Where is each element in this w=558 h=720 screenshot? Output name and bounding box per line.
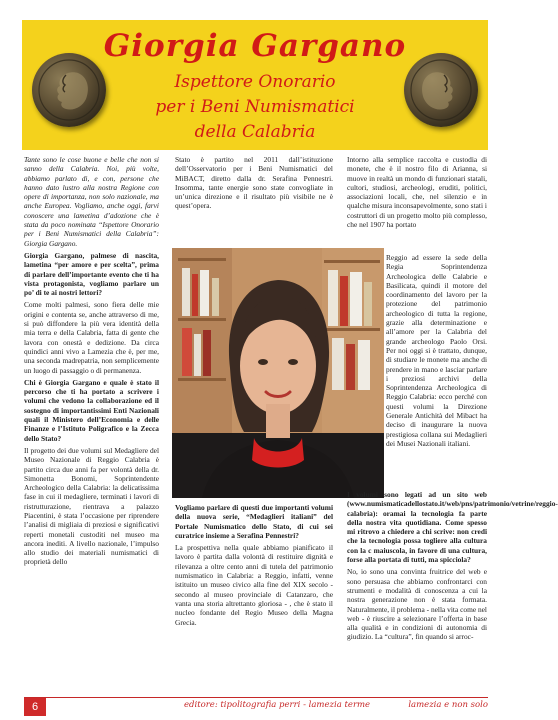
interview-answer: Il progetto dei due volumi sul Medagliere del Museo Nazionale di Reggio Calabria è partito circa due anni fa per volontà della dr. Simonetta Bonomi, Soprintendente Archeologico della Calabria: la delicatissima fase in cui il medagliere, terminati i lavori di ristrutturazione, rientrava a palazzo Piacentini, è stata l’occasione per riprendere l’analisi di migliaia di preziosi e significativi reperti monetali custoditi nel museo ma ancora inediti. A livello nazionale, l’impulso allo studio dei materiali numismatici di proprietà dello bbox=[24, 445, 159, 567]
interview-answer: La prospettiva nella quale abbiamo pianificato il lavoro è partita dalla volontà di restituire dignità e rilevanza a oltre cento anni di tutela del patrimonio numismatico in Calabria: a Reggio, infatti, venne istituito un museo civico alla fine del XIX secolo - secondo al museo provinciale di Catanzaro, che vanta una storia altrettanto gloriosa - , che è stato il nucleo fondante del Regio Museo della Magna Grecia. bbox=[175, 543, 333, 627]
article-subtitle: della Calabria bbox=[194, 122, 316, 142]
interview-answer: No, io sono una convinta fruitrice del web e sono persuasa che abbiamo confrontarci con strumenti e modalità di conoscenza a cui la nostra generazione non è stata formata. Naturalmente, il problema - nella vita come nel web - è riuscire a selezionare l’offerta in base alla qualità e in condizioni di autonomia di giudizio. La “cultura”, fin quando si arroc- bbox=[347, 567, 487, 642]
article-title: Giorgia Gargano bbox=[103, 28, 407, 64]
interview-question: Giorgia Gargano, palmese di nascita, lametina “per amore e per scelta”, prima di parlare dell’importante evento che ti ha vista protagonista, vogliamo parlare un po’ di te ai nostri lettori? bbox=[24, 250, 159, 298]
intro-paragraph: Tante sono le cose buone e belle che non si sanno della Calabria. Noi, più volte, abbiamo parlato di, e con, persone che hanno dato lustro alla nostra Regione con opere di importanza, non solo nazionale, ma anche Europea. Vogliamo, anche oggi, farvi conoscere una lametina d’adozione che è stata da poco nominata “Ispettore Onorario per i Beni Numismatici della Calabria”: Giorgia Gargano. bbox=[24, 155, 159, 248]
page-number: 6 bbox=[24, 698, 46, 716]
portrait-photo bbox=[172, 248, 384, 498]
article-column-3-top bbox=[347, 155, 487, 232]
interview-question: Vogliamo parlare di questi due importanti volumi della nuova serie, “Medaglieri italiani” del Portale Numismatico dello Stato, di cui sei curatrice insieme a Serafina Pennestri? bbox=[175, 503, 333, 540]
article-column-1 bbox=[24, 155, 159, 570]
interview-answer: Intorno alla semplice raccolta e custodia di monete, che è il nostro filo di Arianna, si muove in realtà un mondo di funzionari statali, cultori, studiosi, archeologi, eruditi, politici, associazioni locali, che, nel silenzio e in qualche misura inconsapevolmente, sono stati i costruttori di un progetto molto più complesso, che nel 1907 ha portato bbox=[347, 155, 487, 230]
publisher-credit: editore: tipolitografia perri - lamezia terme bbox=[184, 700, 371, 710]
article-subtitle: Ispettore Onorario bbox=[174, 72, 336, 92]
article-subtitle: per i Beni Numismatici bbox=[155, 97, 355, 117]
article-column-2-bottom bbox=[175, 503, 333, 630]
article-column-2-top bbox=[175, 155, 333, 214]
interview-answer: Come molti palmesi, sono fiera delle mie origini e contenta se, anche attraverso di me, si può diffondere la più vera identità della mia terra e della Calabria, fatta di gente che lavora con onestà e dedizione. Da circa quindici anni vivo a Lamezia che è, per me, una seconda madrepatria, non semplicemente un luogo di passaggio o di permanenza. bbox=[24, 300, 159, 375]
interview-question: I volumi sono legati ad un sito web (www.numismaticadellostato.it/web/pns/patrimonio/vetrine/reggio-calabria): oramai la tecnologia fa parte della nostra vita quotidiana. Come spesso mi ritrovo a chiedere a chi scrive: non credi che la tecnologia possa togliere alla cultura con la c maiuscola, in favore di una cultura, forse alla portata di tutti, ma spicciola? bbox=[347, 490, 558, 565]
interview-answer: Stato è partito nel 2011 dall’istituzione dell’Osservatorio per i Beni Numismatici del MiBACT, diretto dalla dr. Serafina Pennestri. Insomma, tante energie sono state convogliate in un’unica direzione e il risultato più visibile ne è quest’opera. bbox=[175, 155, 333, 211]
interview-answer: Reggio ad essere la sede della Regia Soprintendenza Archeologica delle Calabrie e Basilicata, quindi il motore del coordinamento del lavoro per la protezione del patrimonio archeologico di tutta la regione, grazie alla determinazione e all’amore per la Calabria del grande archeologo Paolo Orsi. Per noi oggi si è trattato, dunque, di studiare le monete ma anche di prendere in mano e lasciar parlare i preziosi archivi della Soprintendenza Archeologica di Reggio Calabria: ecco perché con questi volumi la Direzione Generale Antichità del Mibact ha deciso di inaugurare la nuova prestigiosa collana sui Medaglieri dei Musei Nazionali italiani. bbox=[386, 253, 487, 448]
section-name: lamezia e non solo bbox=[408, 700, 488, 710]
title-banner bbox=[22, 20, 488, 150]
article-column-3-bottom bbox=[347, 490, 558, 645]
article-column-3-middle bbox=[386, 253, 487, 451]
interview-question: Chi è Giorgia Gargano e quale è stato il percorso che ti ha portato a scrivere i volumi che vedono la collaborazione ed il sostegno di importantissimi Enti Nazionali quali il Ministero dell’Economia e delle Finanze e l’Istituto Poligrafico e la Zecca dello Stato? bbox=[24, 377, 159, 443]
page-footer bbox=[24, 697, 488, 716]
